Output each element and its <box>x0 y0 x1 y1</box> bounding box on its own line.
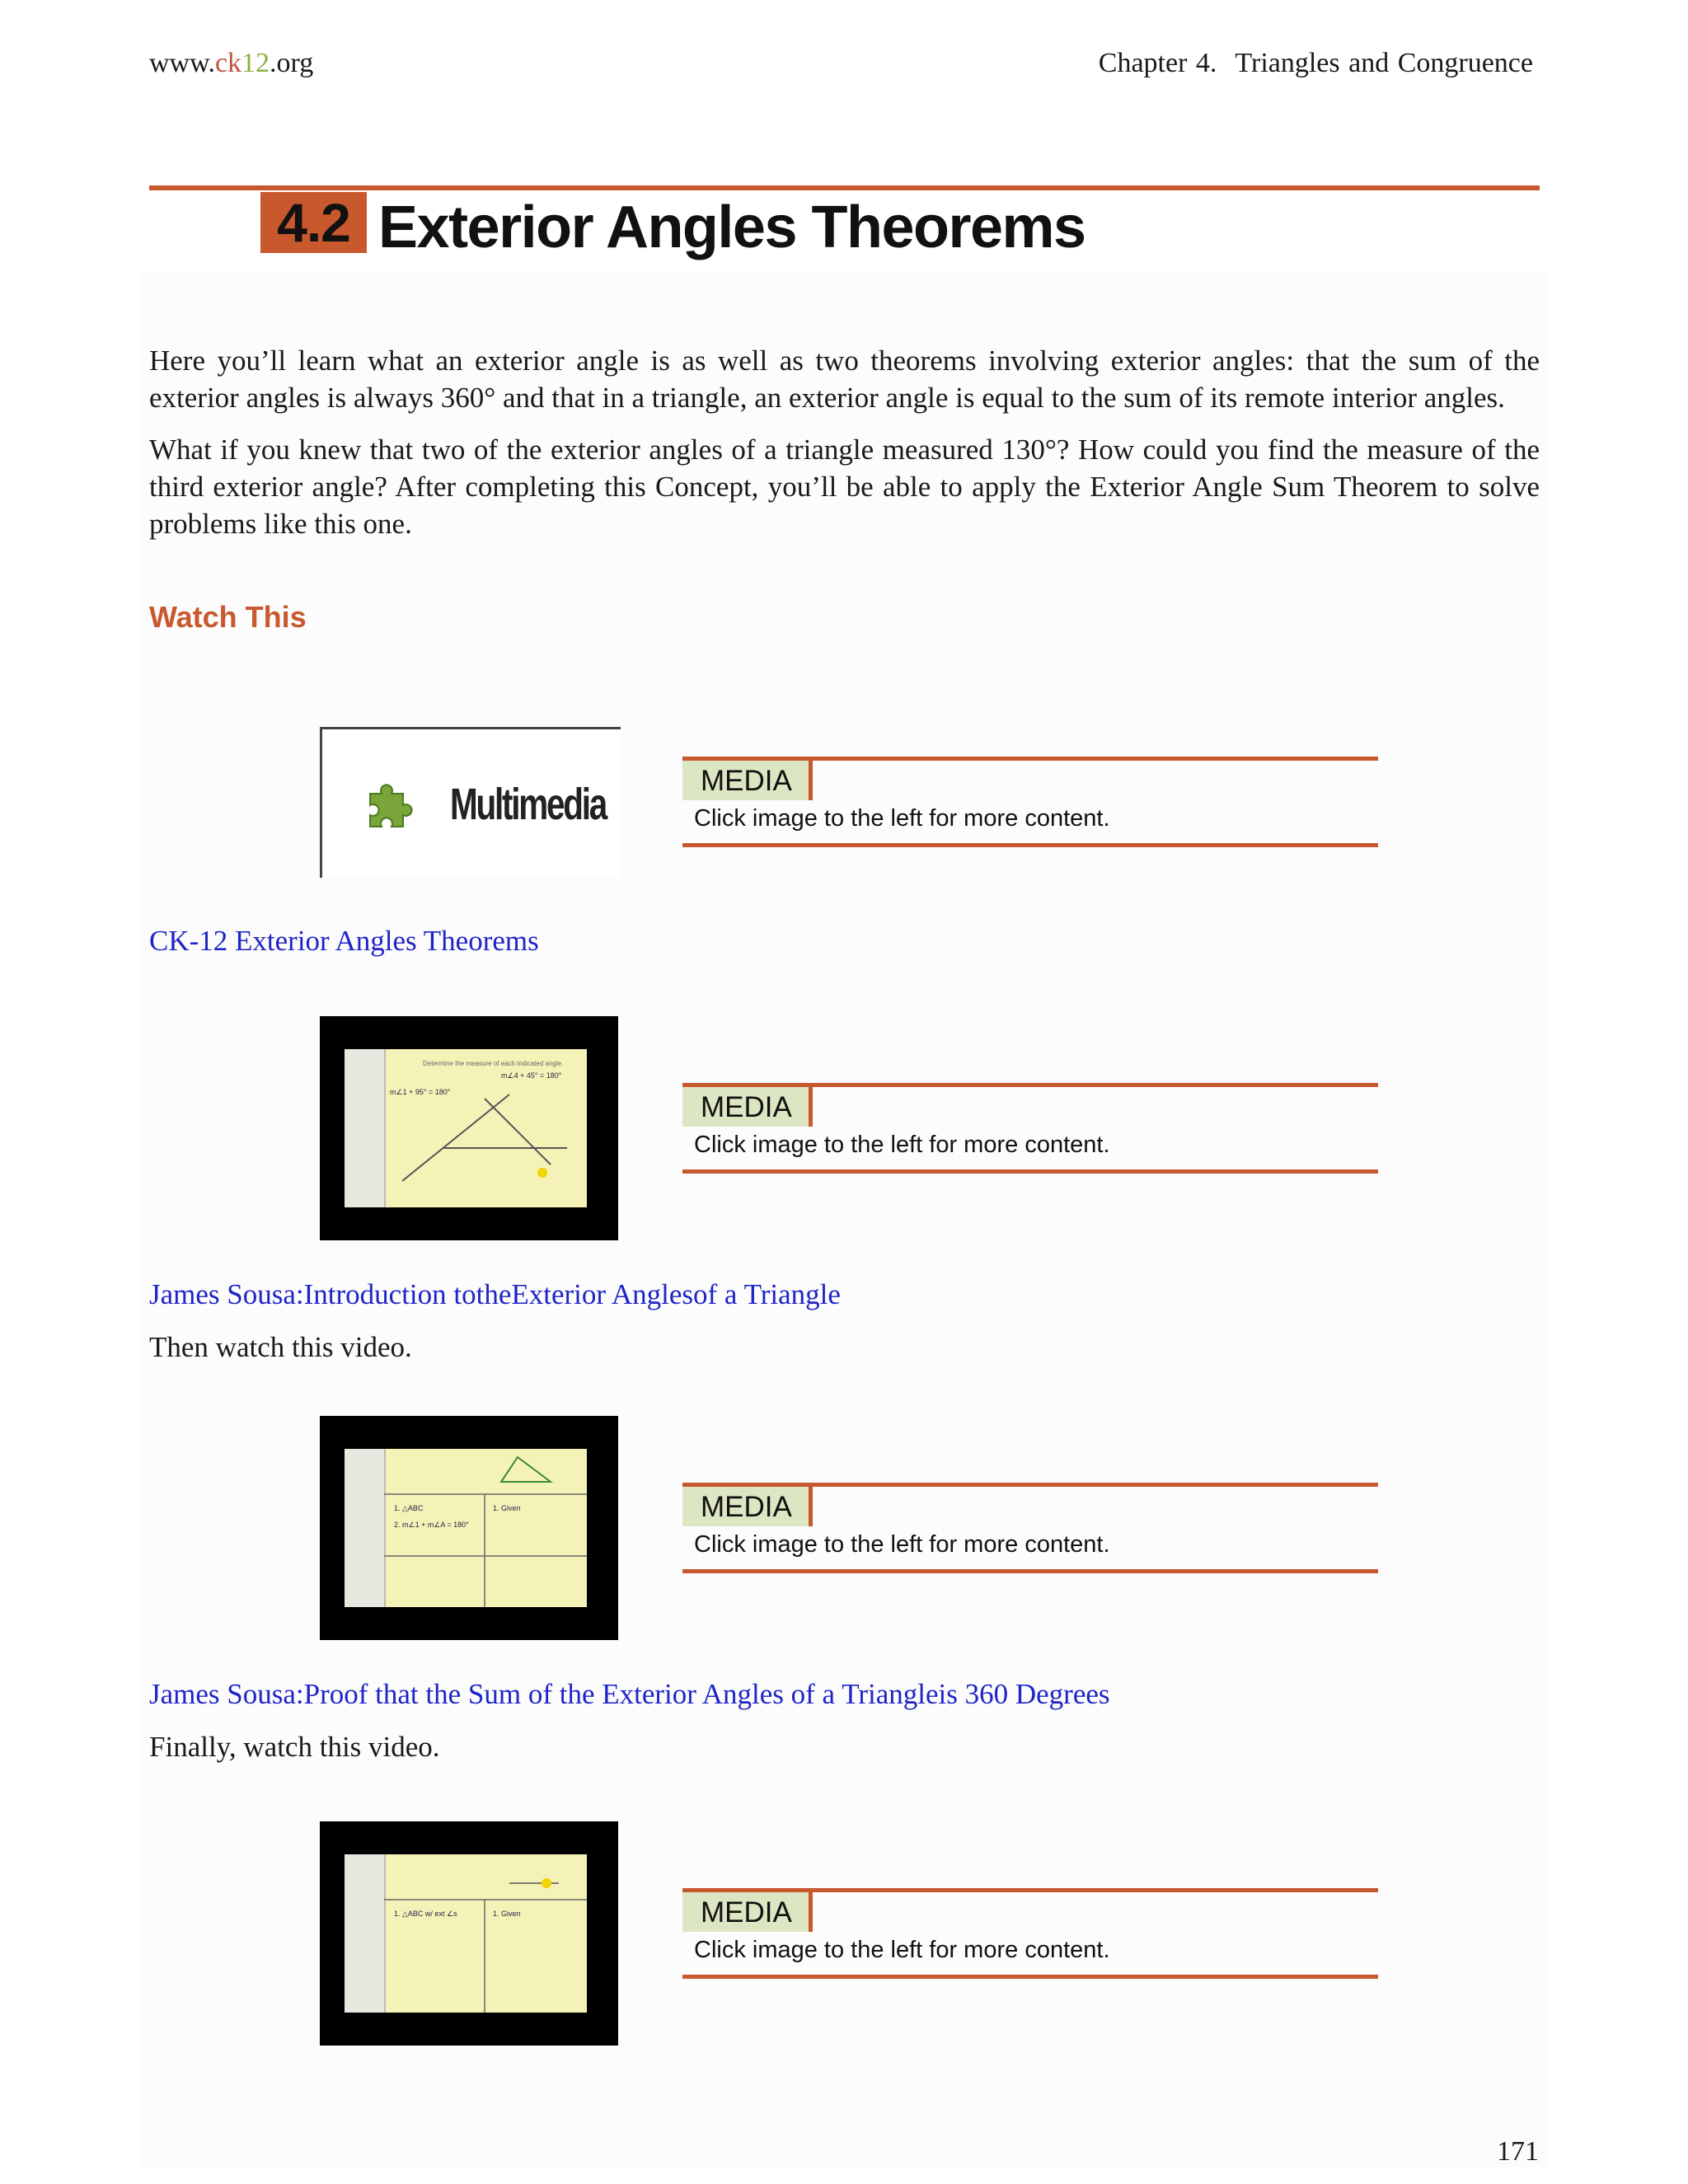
media-tag: MEDIA <box>682 1487 813 1526</box>
video-thumbnail-4[interactable] <box>320 1821 618 2046</box>
triangle-sketch <box>345 1049 587 1207</box>
proof-table-sketch <box>345 1854 587 2013</box>
media-tag: MEDIA <box>682 761 813 800</box>
svg-text:Determine the measure of each: Determine the measure of each indicated angle. <box>423 1060 564 1067</box>
video-screen <box>345 1854 587 2013</box>
video-link-3[interactable]: James Sousa:Proof that the Sum of the Exterior Angles of a Triangleis 360 Degrees <box>149 1678 1110 1710</box>
intro-paragraph-1: Here you’ll learn what an exterior angle is as well as two theorems involving exterior angles: that the sum of the exterior angles is always 360° and that in a triangle, an exterior angle is equal to the sum of its remote interior angles. <box>149 344 1540 414</box>
media-tag: MEDIA <box>682 1087 813 1127</box>
svg-text:1. △ABC: 1. △ABC <box>394 1504 424 1512</box>
video-link-2[interactable]: James Sousa:Introduction totheExterior Anglesof a Triangle <box>149 1278 841 1310</box>
intro-paragraph-2: What if you knew that two of the exterior angles of a triangle measured 130°? How could you find the measure of the third exterior angle? After completing this Concept, you’ll be able to apply the Exterior Angle Sum Theorem to solve problems like this one. <box>149 434 1540 540</box>
svg-text:2. m∠1 + m∠A = 180°: 2. m∠1 + m∠A = 180° <box>394 1521 469 1529</box>
chapter-number: Chapter 4. <box>1098 48 1217 78</box>
followup-text-2: Then watch this video. <box>149 1331 412 1363</box>
site-url[interactable]: www.ck12.org <box>149 48 314 78</box>
svg-text:1. △ABC w/ ext ∠s: 1. △ABC w/ ext ∠s <box>394 1910 457 1918</box>
multimedia-thumbnail[interactable] <box>320 727 621 878</box>
media-box-1 <box>682 757 1378 847</box>
media-box-2 <box>682 1083 1378 1174</box>
svg-text:1. Given: 1. Given <box>493 1910 521 1918</box>
section-rule <box>149 185 1540 190</box>
video-thumbnail-2[interactable] <box>320 1016 618 1240</box>
section-number: 4.2 <box>260 192 367 253</box>
followup-text-3: Finally, watch this video. <box>149 1731 440 1763</box>
video-thumbnail-3[interactable] <box>320 1416 618 1640</box>
watch-this-heading: Watch This <box>149 600 307 634</box>
section-title: Exterior Angles Theorems <box>378 194 1085 260</box>
svg-text:m∠4 + 45° = 180°: m∠4 + 45° = 180° <box>501 1071 562 1080</box>
multimedia-label: Multimedia <box>450 780 607 829</box>
media-caption: Click image to the left for more content. <box>694 1531 1110 1558</box>
puzzle-icon <box>362 777 420 835</box>
media-caption: Click image to the left for more content. <box>694 1132 1110 1158</box>
media-box-4 <box>682 1888 1378 1979</box>
media-caption: Click image to the left for more content. <box>694 805 1110 832</box>
video-screen <box>345 1449 587 1607</box>
proof-table-sketch <box>345 1449 587 1607</box>
media-caption: Click image to the left for more content. <box>694 1937 1110 1963</box>
chapter-title: Triangles and Congruence <box>1235 48 1533 78</box>
media-box-3 <box>682 1483 1378 1573</box>
video-screen <box>345 1049 587 1207</box>
svg-text:m∠1 + 95° = 180°: m∠1 + 95° = 180° <box>390 1088 451 1096</box>
page-number: 171 <box>1497 2136 1539 2167</box>
media-tag: MEDIA <box>682 1892 813 1932</box>
chapter-header <box>1099 48 1533 79</box>
svg-text:1. Given: 1. Given <box>493 1504 521 1512</box>
video-link-1[interactable]: CK-12 Exterior Angles Theorems <box>149 925 539 957</box>
